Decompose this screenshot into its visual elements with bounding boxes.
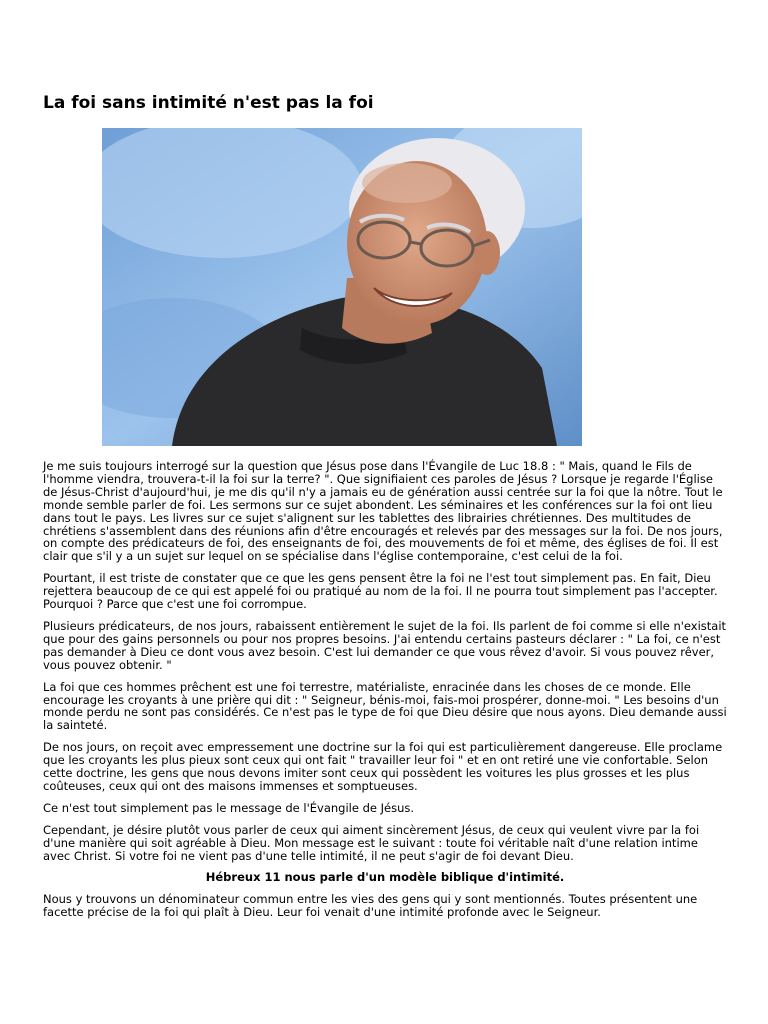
paragraph-3: Plusieurs prédicateurs, de nos jours, rabaissent entièrement le sujet de la foi. Ils parlent de foi comme si elle n'existait que pour des gains personnels ou pour nos propres besoins. J'ai entendu certains pasteurs déclarer : " La foi, ce n'est pas demander à Dieu ce dont vous avez besoin. C'est lui demander ce que vous rêvez d'avoir. Si vous pouvez rêver, vous pouvez obtenir. " — [43, 618, 727, 672]
paragraph-5: De nos jours, on reçoit avec empressement une doctrine sur la foi qui est particulièrement dangereuse. Elle proclame que les croyants les plus pieux sont ceux qui ont fait " travailler leur foi " et en ont retiré une vie confortable. Selon cette doctrine, les gens que nous devons imiter sont ceux qui possèdent les voitures les plus grosses et les plus coûteuses, ceux qui ont des maisons immenses et somptueuses. — [43, 740, 723, 793]
closing-paragraph: Nous y trouvons un dénominateur commun entre les vies des gens qui y sont mentionnés. Toutes présentent une facette précise de la foi qui plaît à Dieu. Leur foi venait d'une intimité profonde avec le Seigneur. — [43, 892, 698, 920]
paragraph-1: Je me suis toujours interrogé sur la question que Jésus pose dans l'Évangile de Luc 18.8 : " Mais, quand le Fils de l'homme viendra, trouvera-t-il la foi sur la terre? ". Que signifiaient ces paroles de Jésus ? Lorsque je regarde l'Église de Jésus-Christ d'aujourd'hui, je me dis qu'il n'y a jamais eu de génération aussi centrée sur la foi que la nôtre. Tout le monde semble parler de foi. Les sermons sur ce sujet abondent. Les séminaires et les conférences sur la foi ont lieu dans tout le pays. Les livres sur ce sujet s'alignent sur les tablettes des librairies chrétiennes. Des multitudes de chrétiens s'assemblent dans des réunions afin d'être encouragés et relevés par des messages sur la foi. De nos jours, on compte des prédicateurs de foi, des enseignants de foi, des mouvements de foi et même, des églises de foi. Il est clair que s'il y a un sujet sur lequel on se spécialise dans l'église contemporaine, c'est celui de la foi. — [43, 459, 723, 564]
paragraph-4: La foi que ces hommes prêchent est une foi terrestre, matérialiste, enracinée dans les choses de ce monde. Elle encourage les croyants à une prière qui dit : " Seigneur, bénis-moi, fais-moi prospérer, donne-moi. " Les besoins d'un monde perdu ne sont pas considérés. Ce n'est pas le type de foi que Dieu désire que nous ayons. Dieu demande aussi la sainteté. — [43, 679, 727, 733]
section-subheading: Hébreux 11 nous parle d'un modèle biblique d'intimité. — [205, 870, 565, 885]
article-body — [43, 460, 727, 928]
paragraph-7: Cependant, je désire plutôt vous parler de ceux qui aiment sincèrement Jésus, de ceux qui veulent vivre par la foi d'une manière qui soit agréable à Dieu. Mon message est le suivant : toute foi véritable naît d'une relation intime avec Christ. Si votre foi ne vient pas d'une telle intimité, il ne peut s'agir de foi devant Dieu. — [43, 822, 700, 863]
paragraph-2: Pourtant, il est triste de constater que ce que les gens pensent être la foi ne l'est tout simplement pas. En fait, Dieu rejettera beaucoup de ce qui est appelé foi ou pratiqué au nom de la foi. Il ne pourra tout simplement pas l'accepter. Pourquoi ? Parce que c'est une foi corrompue. — [43, 571, 718, 612]
article-title: La foi sans intimité n'est pas la foi — [43, 93, 374, 113]
paragraph-6: Ce n'est tout simplement pas le message de l'Évangile de Jésus. — [43, 800, 415, 815]
portrait-photo — [102, 128, 582, 446]
portrait-illustration — [102, 128, 582, 446]
